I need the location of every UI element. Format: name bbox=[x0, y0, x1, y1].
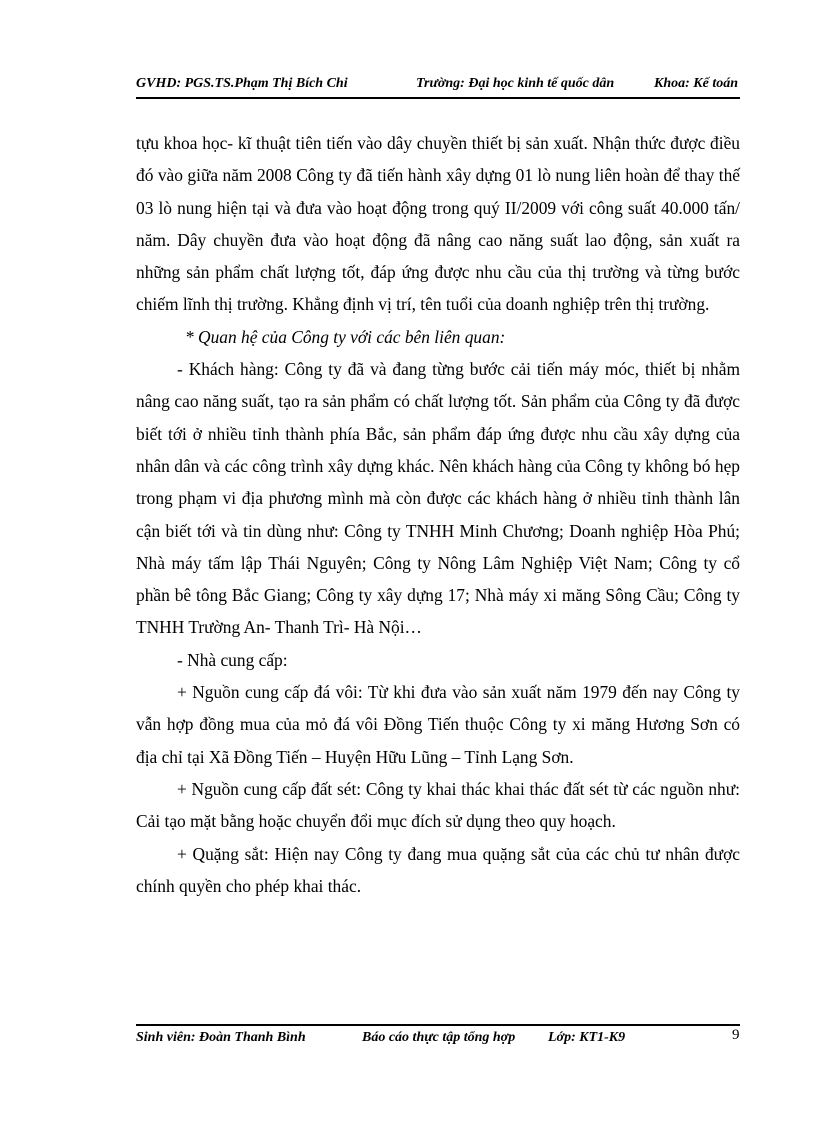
footer-class: Lớp: KT1-K9 bbox=[548, 1030, 626, 1045]
paragraph-suppliers-heading: - Nhà cung cấp: bbox=[177, 649, 288, 670]
header-divider bbox=[136, 97, 740, 99]
footer-divider bbox=[136, 1024, 740, 1026]
paragraph-clay-supply: + Nguồn cung cấp đất sét: Công ty khai thác khai thác đất sét từ các nguồn như: Cải tạo mặt bằng hoặc chuyển đổi mục đích sử dụng theo quy hoạch. bbox=[136, 778, 740, 832]
paragraph-customers: - Khách hàng: Công ty đã và đang từng bước cải tiến máy móc, thiết bị nhằm nâng cao năng suất, tạo ra sản phẩm có chất lượng tốt. Sản phẩm của Công ty đã được biết tới ở nhiều tỉnh thành phía Bắc, sản phẩm đáp ứng được nhu cầu xây dựng của nhân dân và các công trình xây dựng khác. Nên khách hàng của Công ty không bó hẹp trong phạm vi địa phương mình mà còn được các khách hàng ở nhiều tỉnh thành lân cận biết tới và tin dùng như: Công ty TNHH Minh Chương; Doanh nghiệp Hòa Phú; Nhà máy tấm lập Thái Nguyên; Công ty Nông Lâm Nghiệp Việt Nam; Công ty cổ phần bê tông Bắc Giang; Công ty xây dựng 17; Nhà máy xi măng Sông Cầu; Công ty TNHH Trường An- Thanh Trì- Hà Nội… bbox=[136, 359, 740, 638]
page-header bbox=[136, 76, 740, 96]
paragraph-intro: tựu khoa học- kĩ thuật tiên tiến vào dây chuyền thiết bị sản xuất. Nhận thức được điều đó vào giữa năm 2008 Công ty đã tiến hành xây dựng 01 lò nung liên hoàn để thay thế 03 lò nung hiện tại và đưa vào hoạt động trong quý II/2009 với công suất 40.000 tấn/ năm. Dây chuyền đưa vào hoạt động đã nâng cao năng suất lao động, sản xuất ra những sản phẩm chất lượng tốt, đáp ứng được nhu cầu của thị trường và từng bước chiếm lĩnh thị trường. Khẳng định vị trí, tên tuổi của doanh nghiệp trên thị trường. bbox=[136, 133, 740, 315]
page-number: 9 bbox=[732, 1027, 740, 1043]
section-heading-relations: * Quan hệ của Công ty với các bên liên quan: bbox=[185, 326, 506, 347]
paragraph-iron-ore: + Quặng sắt: Hiện nay Công ty đang mua quặng sắt của các chủ tư nhân được chính quyền cho phép khai thác. bbox=[136, 843, 740, 896]
header-university: Trường: Đại học kinh tế quốc dân bbox=[416, 76, 615, 91]
document-body bbox=[136, 127, 740, 902]
page-footer bbox=[136, 1030, 740, 1050]
header-supervisor: GVHD: PGS.TS.Phạm Thị Bích Chi bbox=[136, 76, 348, 91]
paragraph-limestone-supply: + Nguồn cung cấp đá vôi: Từ khi đưa vào sản xuất năm 1979 đến nay Công ty vẫn hợp đồng mua của mỏ đá vôi Đồng Tiến thuộc Công ty xi măng Hương Sơn có địa chỉ tại Xã Đồng Tiến – Huyện Hữu Lũng – Tỉnh Lạng Sơn. bbox=[136, 682, 740, 767]
footer-student: Sinh viên: Đoàn Thanh Bình bbox=[136, 1030, 306, 1045]
header-faculty: Khoa: Kế toán bbox=[653, 76, 738, 91]
footer-report-title: Báo cáo thực tập tổng hợp bbox=[362, 1030, 516, 1045]
